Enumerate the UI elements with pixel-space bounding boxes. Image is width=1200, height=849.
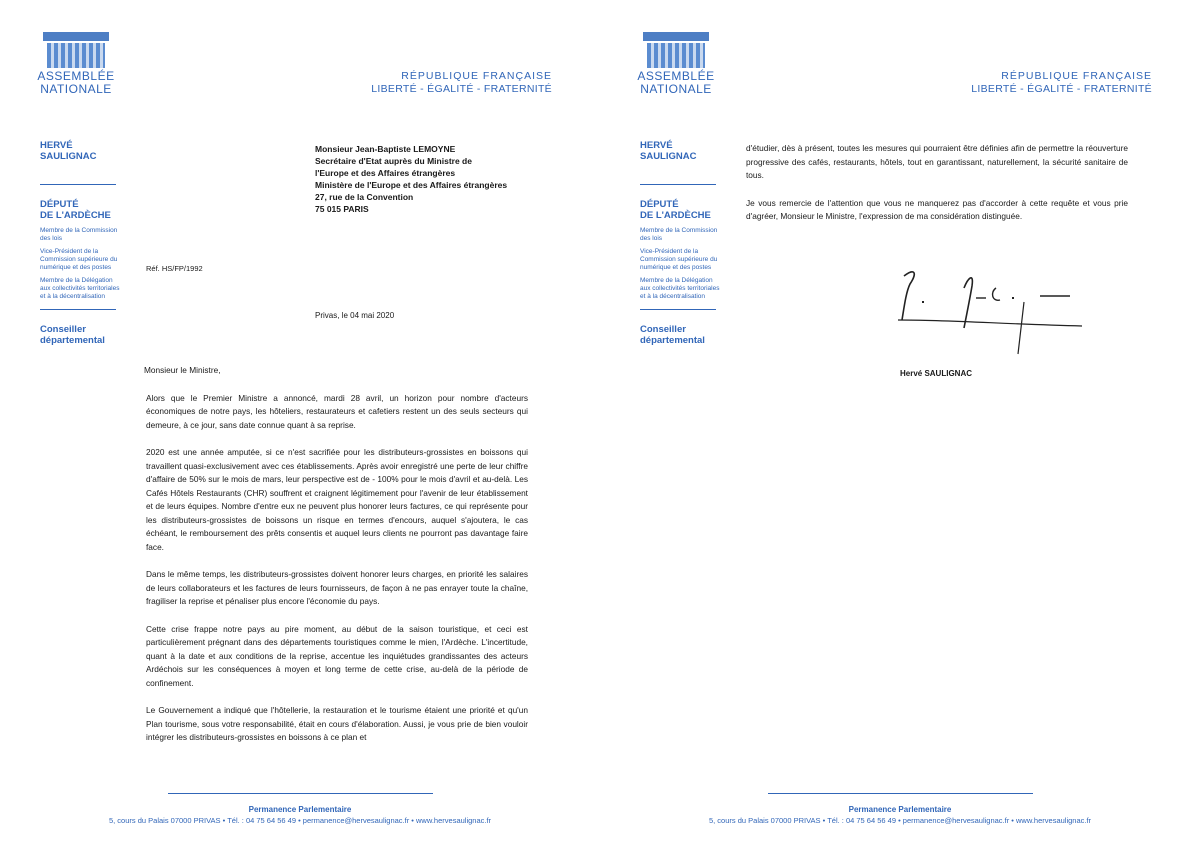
membership-2: Vice-Président de la Commission supérieure du numérique et des postes bbox=[640, 248, 718, 271]
membership-1: Membre de la Commission des lois bbox=[640, 227, 718, 242]
republique-devise: LIBERTÉ - ÉGALITÉ - FRATERNITÉ bbox=[371, 83, 552, 95]
paragraph: 2020 est une année amputée, si ce n'est sacrifiée pour les distributeurs-grossistes en boissons qui travaillent quasi-exclusivement avec ces établissements. Après avoir enregistré une perte de leur chiffre d'affaire de 50% sur le mois de mars, leur perspective est de - 100% pour le mois d'avril et au-delà. Les Cafés Hôtels Restaurants (CHR) souffrent et craignent légitimement pour l'avenir de leur établissement et de leurs équipes. Nombre d'entre eux ne peuvent plus honorer leurs factures, ce qui représente pour les distributeurs-grossistes de boissons un risque en termes d'encours, auquel s'ajoutera, le cas échéant, le remboursement des prêts consentis et auquel leurs clients ne pourront pas davantage faire face. bbox=[146, 447, 528, 552]
footer-title: Permanence Parlementaire bbox=[848, 805, 952, 814]
paragraph: Alors que le Premier Ministre a annoncé, mardi 28 avril, un horizon pour nombre d'acteurs économiques de notre pays, les hôteliers, restaurateurs et cafetiers restent un des seuls secteurs qui demeure, à ce jour, sans date connue quant à sa reprise. bbox=[146, 392, 528, 430]
recipient-line: l'Europe et des Affaires étrangères bbox=[315, 168, 456, 178]
deputy-name-line2: SAULIGNAC bbox=[640, 151, 697, 162]
deputy-name-line1: HERVÉ bbox=[40, 140, 73, 151]
deputy-role-line2: DE L'ARDÈCHE bbox=[40, 210, 111, 221]
conseiller-line1: Conseiller bbox=[40, 324, 86, 335]
deputy-role-line1: DÉPUTÉ bbox=[640, 199, 679, 210]
sidebar-divider bbox=[640, 309, 716, 310]
sidebar-divider bbox=[40, 184, 116, 185]
recipient-line: 27, rue de la Convention bbox=[315, 192, 414, 202]
hemicycle-icon bbox=[43, 32, 109, 68]
footer bbox=[0, 793, 600, 827]
membership-1: Membre de la Commission des lois bbox=[40, 227, 118, 242]
salutation: Monsieur le Ministre, bbox=[144, 365, 221, 375]
paragraph: d'étudier, dès à présent, toutes les mesures qui pourraient être définies afin de permettre la réouverture progressive des cafés, restaurants, hôtels, tout en garantissant, naturellement, la sécurité sanitaire de tous. bbox=[746, 143, 1128, 180]
footer-divider bbox=[168, 793, 433, 794]
deputy-role-line2: DE L'ARDÈCHE bbox=[640, 210, 711, 221]
sidebar bbox=[640, 140, 724, 346]
letter-body-continued bbox=[746, 142, 1128, 238]
recipient-line: Ministère de l'Europe et des Affaires étrangères bbox=[315, 180, 508, 190]
sidebar bbox=[40, 140, 124, 346]
republique-header bbox=[371, 70, 552, 96]
republique-header bbox=[971, 70, 1152, 96]
conseiller-line2: départemental bbox=[40, 335, 105, 346]
republique-title: RÉPUBLIQUE FRANÇAISE bbox=[1001, 70, 1152, 82]
membership-2: Vice-Président de la Commission supérieure du numérique et des postes bbox=[40, 248, 118, 271]
assemblee-nationale-logo bbox=[36, 32, 116, 96]
conseiller-line2: départemental bbox=[640, 335, 705, 346]
paragraph: Dans le même temps, les distributeurs-grossistes doivent honorer leurs charges, en priorité les salaires de leurs collaborateurs et les factures de leurs fournisseurs, de façon à ne pas enrayer toute la chaîne, fragiliser la reprise et pénaliser plus encore l'économie du pays. bbox=[146, 569, 528, 606]
republique-devise: LIBERTÉ - ÉGALITÉ - FRATERNITÉ bbox=[971, 83, 1152, 95]
logo-line2: NATIONALE bbox=[640, 82, 712, 96]
footer bbox=[600, 793, 1200, 827]
membership-3: Membre de la Délégation aux collectivités territoriales et à la décentralisation bbox=[40, 277, 120, 300]
deputy-name-line2: SAULIGNAC bbox=[40, 151, 97, 162]
deputy-role-line1: DÉPUTÉ bbox=[40, 199, 79, 210]
paragraph: Le Gouvernement a indiqué que l'hôtellerie, la restauration et le tourisme étaient une priorité et qu'un Plan tourisme, sous votre responsabilité, était en cours d'élaboration. Aussi, je vous prie de bien vouloir intégrer les distributeurs-grossistes en boissons à ce plan et bbox=[146, 705, 528, 742]
footer-title: Permanence Parlementaire bbox=[248, 805, 352, 814]
logo-line2: NATIONALE bbox=[40, 82, 112, 96]
letter-page-2 bbox=[600, 0, 1200, 849]
recipient-address bbox=[315, 143, 575, 215]
paragraph: Cette crise frappe notre pays au pire moment, au début de la saison touristique, et ceci est particulièrement prégnant dans des départements touristiques comme le mien, l'Ardèche. L'incertitude, quant à la date et aux conditions de la reprise, accentue les inquiétudes grandissantes des acteurs Ardéchois sur les conséquences à moyen et long terme de cette crise, au-delà de la période de confinement. bbox=[146, 623, 528, 688]
sidebar-divider bbox=[640, 184, 716, 185]
footer-contact: 5, cours du Palais 07000 PRIVAS • Tél. : 04 75 64 56 49 • permanence@hervesaulignac.fr • www.hervesaulignac.fr bbox=[708, 816, 1092, 825]
reference: Réf. HS/FP/1992 bbox=[146, 264, 203, 273]
republique-title: RÉPUBLIQUE FRANÇAISE bbox=[401, 70, 552, 82]
logo-line1: ASSEMBLÉE bbox=[37, 69, 115, 83]
hemicycle-icon bbox=[643, 32, 709, 68]
signature-name: Hervé SAULIGNAC bbox=[899, 369, 972, 378]
recipient-line: Monsieur Jean-Baptiste LEMOYNE bbox=[315, 144, 456, 154]
logo-line1: ASSEMBLÉE bbox=[637, 69, 715, 83]
membership-3: Membre de la Délégation aux collectivités territoriales et à la décentralisation bbox=[640, 277, 720, 300]
assemblee-nationale-logo bbox=[636, 32, 716, 96]
paragraph: Je vous remercie de l'attention que vous ne manquerez pas d'accorder à cette requête et vous prie d'agréer, Monsieur le Ministre, l'expression de ma considération distinguée. bbox=[746, 197, 1128, 221]
sidebar-divider bbox=[40, 309, 116, 310]
letter-body bbox=[146, 364, 528, 759]
recipient-line: Secrétaire d'Etat auprès du Ministre de bbox=[315, 156, 472, 166]
recipient-line: 75 015 PARIS bbox=[315, 204, 369, 214]
conseiller-line1: Conseiller bbox=[640, 324, 686, 335]
letter-date: Privas, le 04 mai 2020 bbox=[315, 311, 395, 320]
deputy-name-line1: HERVÉ bbox=[640, 140, 673, 151]
footer-contact: 5, cours du Palais 07000 PRIVAS • Tél. : 04 75 64 56 49 • permanence@hervesaulignac.fr • www.hervesaulignac.fr bbox=[108, 816, 492, 825]
handwritten-signature bbox=[892, 258, 1092, 368]
footer-divider bbox=[768, 793, 1033, 794]
